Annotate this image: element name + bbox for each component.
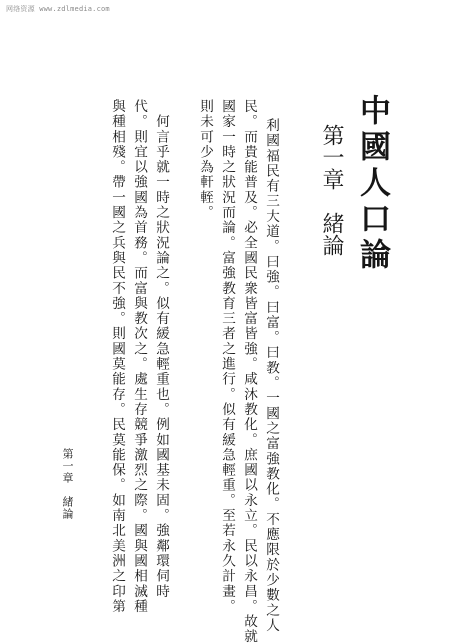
watermark-text: 网络资源 www.zdlmedia.com — [6, 5, 110, 13]
body-line: 代。則宜以強國為首務。而富與教次之。處生存競爭激烈之際。國與國相滅種 — [131, 99, 147, 615]
chapter-number: 第一章 — [319, 124, 344, 190]
chapter-name: 緒論 — [319, 212, 344, 256]
body-line: 與種相殘。帶一國之兵與民不強。則國莫能存。民莫能保。如南北美洲之印第 — [109, 99, 125, 615]
chapter-heading — [316, 124, 346, 256]
margin-chapter-number: 第一章 — [61, 448, 74, 484]
body-line: 則未可少為軒輊。 — [197, 99, 213, 221]
body-line: 何言乎就一時之狀況論之。似有緩急輕重也。例如國基未固。強鄰環伺時 — [153, 99, 169, 599]
body-line: 利國福民有三大道。曰強。曰富。曰教。一國之富強教化。不應限於少數之人 — [263, 118, 279, 634]
body-line: 民。而貴能普及。必全國民衆皆富皆強。咸沐教化。庶國以永立。民以永昌。故就 — [241, 99, 257, 644]
body-line: 國家一時之狀況而論。富強教育三者之進行。似有緩急輕重。至若永久計畫。 — [219, 99, 235, 615]
book-title: 中國人口論 — [354, 94, 390, 274]
margin-chapter-label — [60, 448, 74, 520]
margin-chapter-name: 緒論 — [61, 496, 74, 520]
